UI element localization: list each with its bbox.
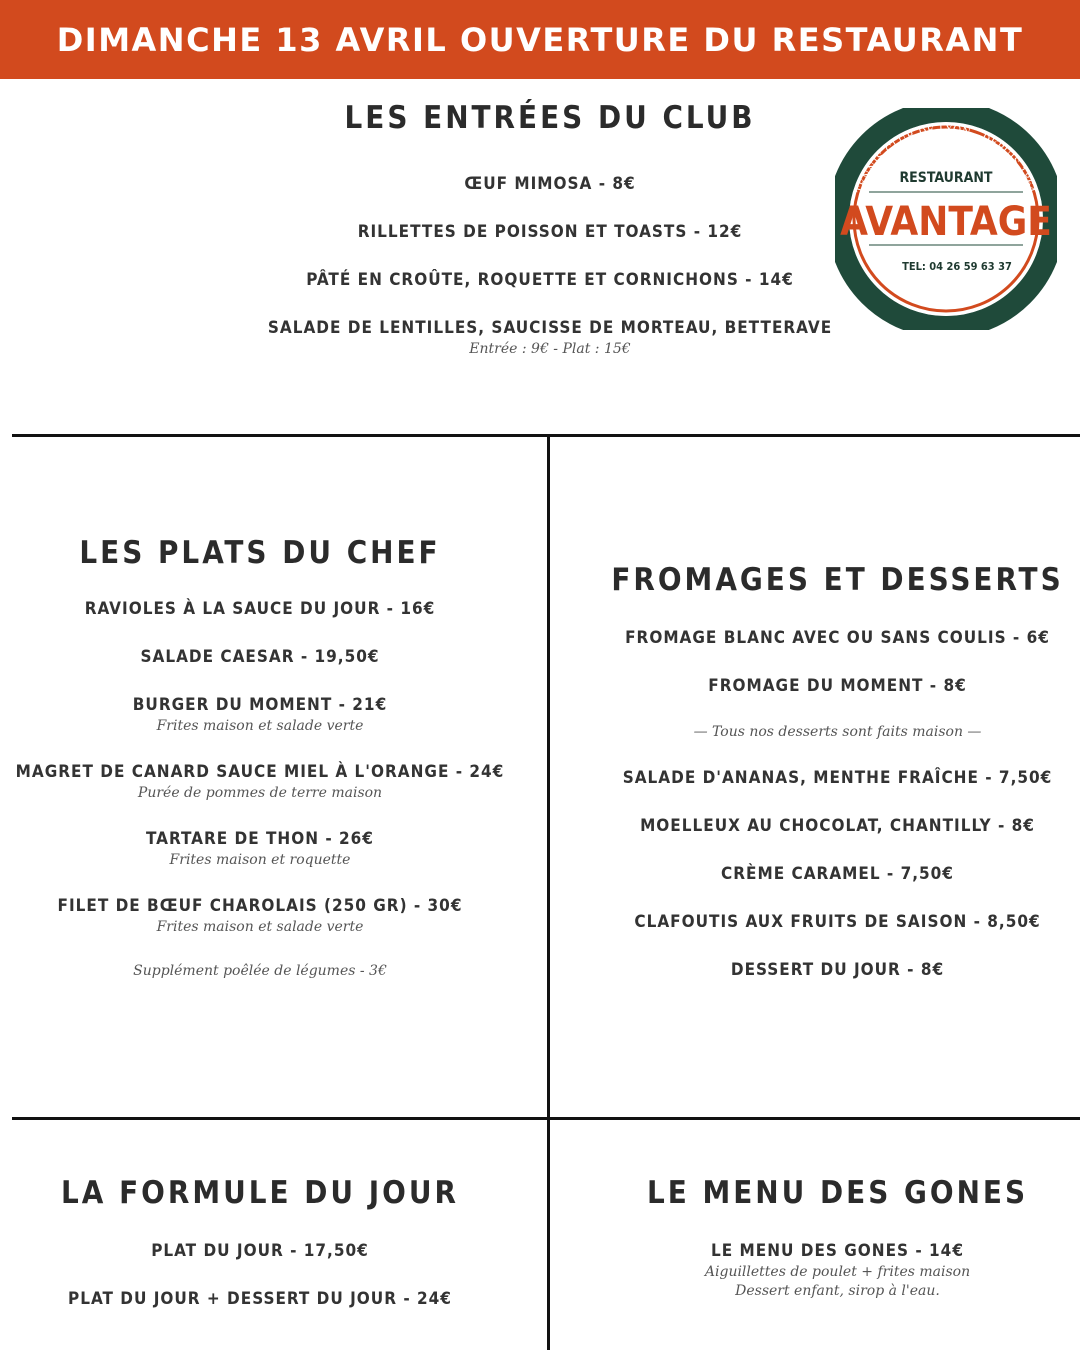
menu-item: BURGER DU MOMENT - 21€ (132, 695, 388, 715)
menu-item: CLAFOUTIS AUX FRUITS DE SAISON - 8,50€ (634, 912, 1041, 932)
menu-item: SALADE CAESAR - 19,50€ (140, 647, 380, 667)
opening-banner (0, 0, 1080, 79)
menu-item: MOELLEUX AU CHOCOLAT, CHANTILLY - 8€ (640, 816, 1035, 836)
menu-item-note: Frites maison et roquette (169, 852, 351, 868)
menu-item-note: Frites maison et salade verte (156, 919, 364, 935)
gones-title: LE MENU DES GONES (646, 1175, 1029, 1211)
menu-item: FROMAGE BLANC AVEC OU SANS COULIS - 6€ (625, 628, 1050, 648)
gones-section (555, 1175, 1080, 1299)
formule-section (0, 1175, 520, 1337)
menu-item: PLAT DU JOUR + DESSERT DU JOUR - 24€ (68, 1289, 452, 1309)
menu-item-note: Frites maison et salade verte (156, 718, 364, 734)
menu-item: ŒUF MIMOSA - 8€ (464, 174, 636, 194)
menu-item: SALADE DE LENTILLES, SAUCISSE DE MORTEAU, BETTERAVE (267, 318, 833, 338)
menu-item: PLAT DU JOUR - 17,50€ (151, 1241, 369, 1261)
plats-section (0, 535, 520, 979)
menu-item: FILET DE BŒUF CHAROLAIS (250 GR) - 30€ (57, 896, 463, 916)
entrees-title: LES ENTRÉES DU CLUB (344, 100, 756, 136)
logo-label: RESTAURANT (899, 170, 993, 186)
menu-item: MAGRET DE CANARD SAUCE MIEL À L'ORANGE - 24€ (15, 762, 505, 782)
logo-ring-bottom: 3 BOULEVARD DU 11 NOVEMBRE - VILLEURBANNE (862, 250, 1030, 311)
menu-item-note: Entrée : 9€ - Plat : 15€ (469, 341, 631, 357)
desserts-section (555, 562, 1080, 1008)
horizontal-divider-bottom (12, 1117, 1080, 1120)
banner-text: DIMANCHE 13 AVRIL OUVERTURE DU RESTAURANT (56, 20, 1024, 59)
menu-item: LE MENU DES GONES - 14€ (711, 1241, 964, 1261)
menu-item: DESSERT DU JOUR - 8€ (730, 960, 945, 980)
plats-title: LES PLATS DU CHEF (79, 535, 441, 571)
menu-item: RILLETTES DE POISSON ET TOASTS - 12€ (357, 222, 743, 242)
menu-item-note: Purée de pommes de terre maison (137, 785, 383, 801)
logo-phone: TEL: 04 26 59 63 37 (902, 260, 1012, 273)
menu-item: RAVIOLES À LA SAUCE DU JOUR - 16€ (84, 599, 436, 619)
entrees-section (200, 100, 900, 385)
vertical-divider (547, 434, 550, 1350)
menu-item: FROMAGE DU MOMENT - 8€ (708, 676, 967, 696)
logo-name: AVANTAGE (840, 199, 1052, 245)
menu-item: PÂTÉ EN CROÛTE, ROQUETTE ET CORNICHONS - 14€ (306, 270, 794, 290)
supplement-note: Supplément poêlée de légumes - 3€ (133, 963, 387, 979)
menu-item: TARTARE DE THON - 26€ (146, 829, 374, 849)
desserts-separator: — Tous nos desserts sont faits maison — (693, 724, 982, 740)
menu-item-note: Aiguillettes de poulet + frites maison (704, 1264, 971, 1280)
menu-item: CRÈME CARAMEL - 7,50€ (721, 864, 954, 884)
desserts-title: FROMAGES ET DESSERTS (611, 562, 1064, 598)
formule-title: LA FORMULE DU JOUR (61, 1175, 459, 1211)
menu-item: SALADE D'ANANAS, MENTHE FRAÎCHE - 7,50€ (622, 768, 1053, 788)
horizontal-divider-top (12, 434, 1080, 437)
menu-item-note: Dessert enfant, sirop à l'eau. (735, 1283, 940, 1299)
logo-ring-top: TENNIS CLUB DE LYON - DEPUIS 1864 (854, 123, 1038, 196)
